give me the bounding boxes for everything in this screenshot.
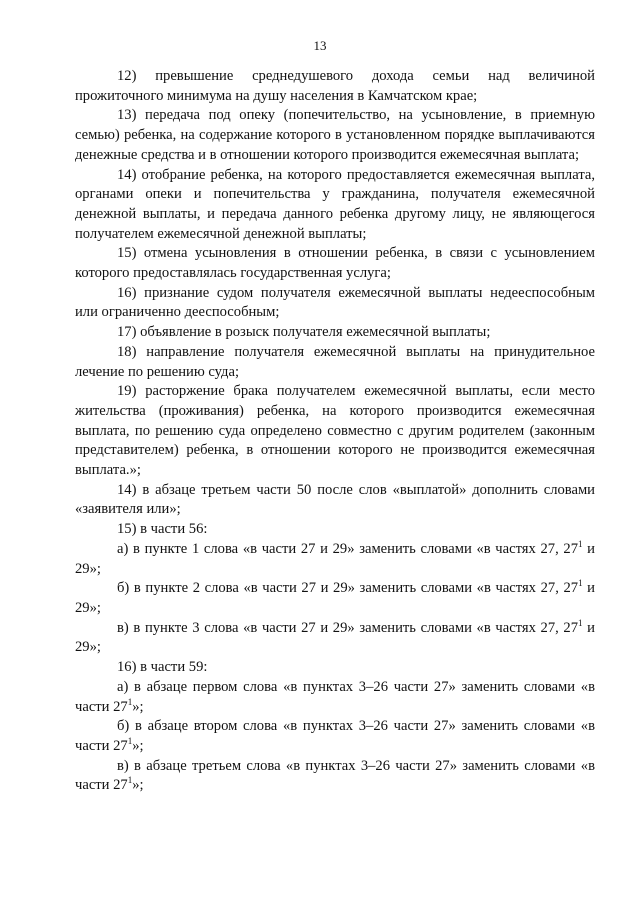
paragraph-amendment-16a bbox=[75, 678, 595, 717]
paragraph-item-13: 13) передача под опеку (попечительство, на усыновление, в приемную семью) ребенка, на содержание которого в установленном порядке выплачиваются денежные средства и в отношении которого производится ежемесячная выплата; bbox=[75, 107, 595, 163]
paragraph-text: »; bbox=[132, 777, 144, 794]
superscript: 1 bbox=[578, 539, 583, 550]
paragraph-text: »; bbox=[132, 698, 144, 715]
paragraph-amendment-15c bbox=[75, 619, 595, 658]
paragraph-amendment-15a bbox=[75, 540, 595, 579]
paragraph-text: а) в пункте 1 слова «в части 27 и 29» заменить словами «в частях 27, 27 bbox=[117, 540, 578, 557]
superscript: 1 bbox=[578, 578, 583, 589]
paragraph-item-19: 19) расторжение брака получателем ежемесячной выплаты, если место жительства (проживания) ребенка, на которого производится ежемесячная выплата, по решению суда определено совместно с другим родителем (законным представителем) ребенка, в отношении которого не производится ежемесячная выплата.»; bbox=[75, 383, 595, 479]
paragraph-text: в) в абзаце третьем слова «в пунктах 3–26 части 27» заменить словами «в части 27 bbox=[75, 757, 595, 794]
paragraph-item-12: 12) превышение среднедушевого дохода семьи над величиной прожиточного минимума на душу населения в Камчатском крае; bbox=[75, 68, 595, 104]
page-number: 13 bbox=[313, 38, 327, 53]
document-body bbox=[75, 67, 595, 796]
paragraph-item-18: 18) направление получателя ежемесячной выплаты на принудительное лечение по решению суда; bbox=[75, 343, 595, 380]
paragraph-item-14: 14) отобрание ребенка, на которого предоставляется ежемесячная выплата, органами опеки и попечительства у гражданина, получателя ежемесячной денежной выплаты, и передача данного ребенка другому лицу, не являющегося получателем ежемесячной денежной выплаты; bbox=[75, 166, 595, 242]
paragraph-amendment-16b bbox=[75, 717, 595, 756]
superscript: 1 bbox=[127, 775, 133, 786]
paragraph-text: б) в абзаце втором слова «в пунктах 3–26 части 27» заменить словами «в части 27 bbox=[75, 718, 595, 754]
paragraph-text: и 29»; bbox=[75, 619, 595, 656]
paragraph-amendment-14: 14) в абзаце третьем части 50 после слов «выплатой» дополнить словами «заявителя или»; bbox=[75, 481, 595, 518]
paragraph-amendment-15: 15) в части 56: bbox=[117, 521, 208, 538]
paragraph-text: б) в пункте 2 слова «в части 27 и 29» заменить словами «в частях 27, 27 bbox=[117, 580, 579, 597]
paragraph-text: в) в пункте 3 слова «в части 27 и 29» заменить словами «в частях 27, 27 bbox=[117, 619, 579, 636]
paragraph-amendment-16: 16) в части 59: bbox=[117, 659, 208, 676]
superscript: 1 bbox=[578, 617, 583, 628]
paragraph-item-16: 16) признание судом получателя ежемесячной выплаты недееспособным или ограниченно дееспособным; bbox=[75, 284, 595, 321]
paragraph-text: и 29»; bbox=[75, 580, 595, 616]
paragraph-text: а) в абзаце первом слова «в пунктах 3–26 части 27» заменить словами «в части 27 bbox=[75, 678, 595, 715]
paragraph-item-17: 17) объявление в розыск получателя ежемесячной выплаты; bbox=[117, 324, 491, 341]
paragraph-text: и 29»; bbox=[75, 540, 595, 577]
paragraph-text: »; bbox=[132, 737, 144, 754]
paragraph-amendment-15b bbox=[75, 579, 595, 618]
paragraph-amendment-16c bbox=[75, 757, 595, 796]
paragraph-item-15: 15) отмена усыновления в отношении ребенка, в связи с усыновлением которого предоставлялась государственная услуга; bbox=[75, 245, 595, 282]
superscript: 1 bbox=[127, 696, 133, 707]
superscript: 1 bbox=[127, 736, 133, 747]
